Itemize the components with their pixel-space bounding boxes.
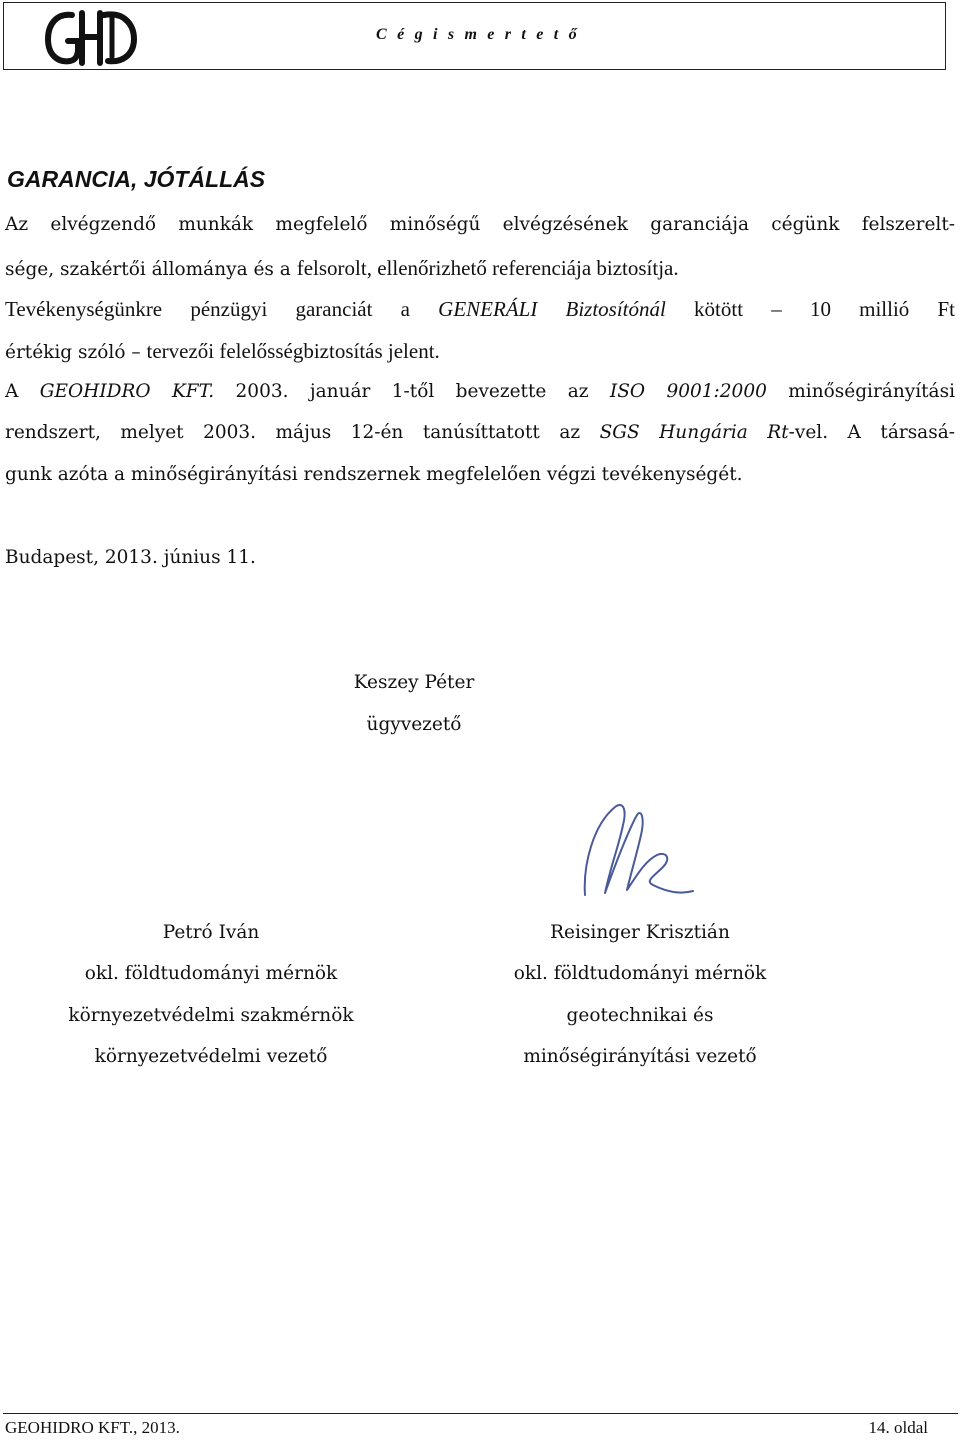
- text-run: gunk azóta a minőségirányítási rendszernek megfelelően végzi tevékenységét.: [5, 464, 743, 485]
- header-title: C é g i s m e r t e t ő: [376, 26, 580, 43]
- paragraph-line-2: [5, 256, 679, 281]
- footer-rule: [3, 1413, 958, 1414]
- text-run: minőségirányítási: [766, 381, 955, 402]
- certifier-name: SGS Hungária Rt: [599, 422, 789, 443]
- left-signatory-title-2: környezetvédelmi szakmérnök: [68, 1005, 354, 1026]
- text-run: tervezői felelősségbiztosítás jelent.: [146, 339, 440, 363]
- paragraph-line-7: [5, 464, 743, 485]
- left-signatory-name: Petró Iván: [162, 922, 260, 943]
- insurer-name: GENERÁLI Biztosítónál: [438, 297, 666, 321]
- handwritten-signature: [575, 795, 705, 910]
- text-run: A: [5, 381, 40, 402]
- right-signatory-title-3: minőségirányítási vezető: [523, 1046, 757, 1067]
- text-run: értékig szóló –: [5, 342, 147, 363]
- left-signatory-title-3: környezetvédelmi vezető: [94, 1046, 328, 1067]
- company-name: GEOHIDRO KFT.: [39, 381, 215, 402]
- company-logo: [42, 7, 138, 67]
- right-signatory-title-2: geotechnikai és: [566, 1005, 714, 1026]
- paragraph-line-3: [5, 297, 955, 322]
- text-run: Tevékenységünkre pénzügyi garanciát a: [5, 297, 439, 321]
- paragraph-line-5: [5, 381, 955, 402]
- manager-name: Keszey Péter: [353, 672, 475, 693]
- text-run: rendszert, melyet 2003. május 12-én tanúsíttatott az: [5, 422, 600, 443]
- text-run: kötött – 10 millió Ft: [665, 297, 956, 321]
- footer-company: GEOHIDRO KFT., 2013.: [5, 1418, 180, 1437]
- paragraph-line-1: [5, 214, 955, 235]
- text-run: 2003. január 1-től bevezette az: [214, 381, 610, 402]
- section-heading: GARANCIA, JÓTÁLLÁS: [7, 166, 266, 192]
- date-place: Budapest, 2013. június 11.: [5, 547, 256, 568]
- text-run: felsorolt, ellenőrizhető referenciája biztosítja.: [296, 256, 679, 280]
- right-signatory-title-1: okl. földtudományi mérnök: [513, 963, 767, 984]
- paragraph-line-4: [5, 339, 440, 364]
- left-signatory-title-1: okl. földtudományi mérnök: [84, 963, 338, 984]
- manager-role: ügyvezető: [366, 714, 462, 735]
- right-signatory-name: Reisinger Krisztián: [550, 922, 730, 943]
- paragraph-line-6: [5, 422, 955, 443]
- page-number: 14. oldal: [868, 1418, 928, 1437]
- text-run: sége, szakértői állománya és a: [5, 259, 297, 280]
- text-run: Az elvégzendő munkák megfelelő minőségű elvégzésének garanciája cégünk felszerelt-: [5, 214, 955, 235]
- text-run: -vel. A társasá-: [788, 422, 955, 443]
- header-box: [3, 2, 946, 70]
- iso-standard: ISO 9001:2000: [609, 381, 767, 402]
